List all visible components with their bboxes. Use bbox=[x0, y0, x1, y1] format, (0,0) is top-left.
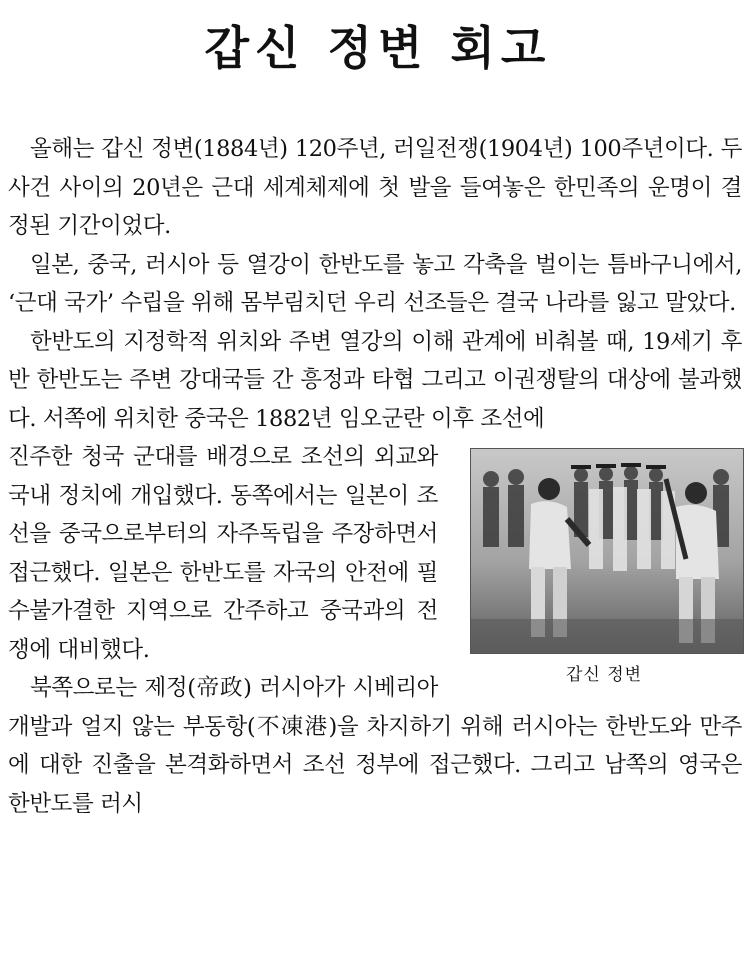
figure bbox=[466, 442, 742, 688]
page-title: 갑신 정변 회고 bbox=[204, 21, 552, 75]
historical-photo bbox=[470, 448, 744, 654]
figure-caption: 갑신 정변 bbox=[565, 665, 643, 685]
paragraph-1: 올해는 갑신 정변(1884년) 120주년, 러일전쟁(1904년) 100주년이다. 두 사건 사이의 20년은 근대 세계체제에 첫 발을 들여놓은 한민족의 운명이 결정된 기간이었다. bbox=[8, 136, 742, 239]
paragraph-2: 일본, 중국, 러시아 등 열강이 한반도를 놓고 각축을 벌이는 틈바구니에서, ‘근대 국가’ 수립을 위해 몸부림치던 우리 선조들은 결국 나라를 잃고 말았다. bbox=[8, 251, 742, 316]
article-body bbox=[8, 130, 742, 823]
paragraph-5: 북쪽으로는 제정(帝政) 러시아가 시베리아 개발과 얼지 않는 부동항(不凍港)을 차지하기 위해 러시아는 한반도와 만주에 대한 진출을 본격화하면서 조선 정부에 접근했다. 그리고 남쪽의 영국은 한반도를 러시 bbox=[8, 675, 742, 817]
photo-illustration bbox=[471, 449, 743, 653]
paragraph-3: 한반도의 지정학적 위치와 주변 열강의 이해 관계에 비춰볼 때, 19세기 후반 한반도는 주변 강대국들 간 흥정과 타협 그리고 이권쟁탈의 대상에 불과했다. 서쪽에 위치한 중국은 1882년 임오군란 이후 조선에 bbox=[8, 328, 742, 432]
paragraph-4: 진주한 청국 군대를 배경으로 조선의 외교와 국내 정치에 개입했다. 동쪽에서는 일본이 조선을 중국으로부터의 자주독립을 주장하면서 접근했다. 일본은 한반도를 자국의 안전에 필수불가결한 지역으로 간주하고 중국과의 전쟁에 대비했다. bbox=[8, 444, 438, 663]
